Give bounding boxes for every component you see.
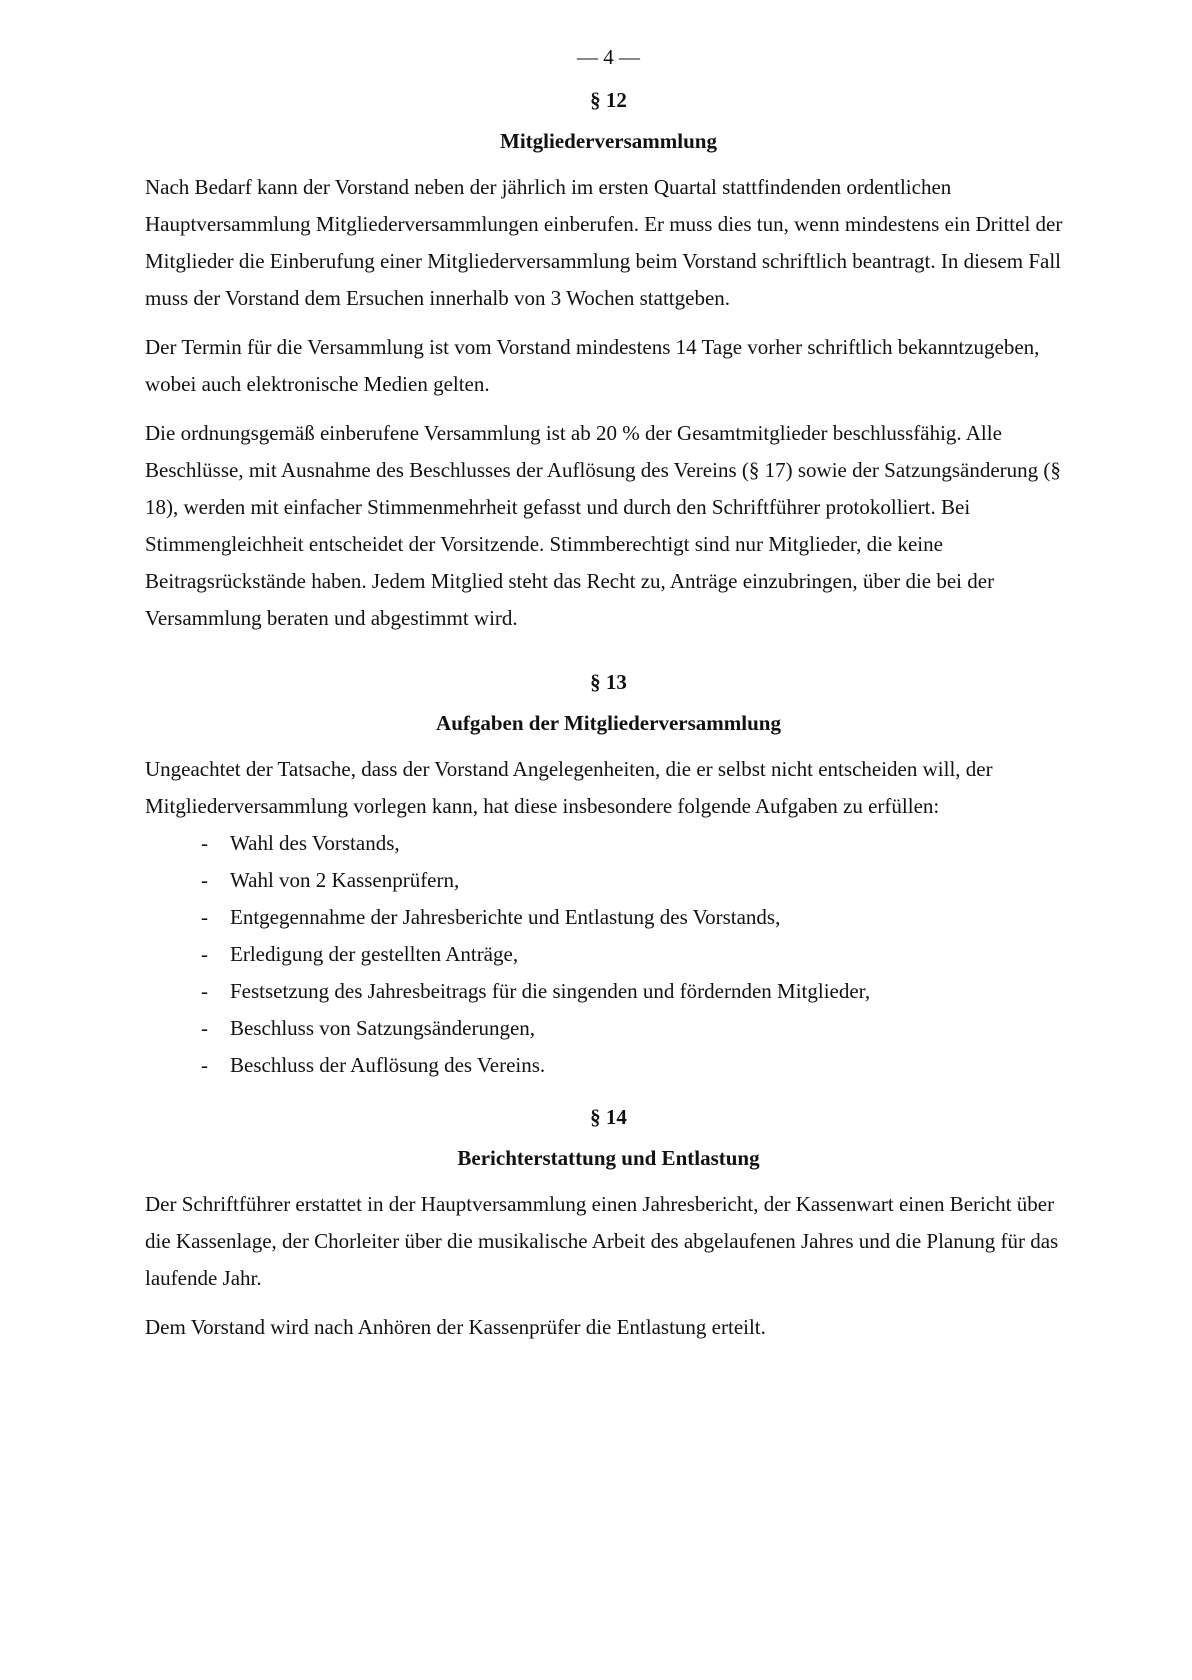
list-item-text: Beschluss von Satzungsänderungen,: [230, 1016, 536, 1040]
section-title: Aufgaben der Mitgliederversammlung: [436, 711, 781, 735]
list-dash: -: [201, 942, 208, 966]
paragraph: Nach Bedarf kann der Vorstand neben der jährlich im ersten Quartal stattfindenden ordentlichen Hauptversammlung Mitgliederversammlungen einberufen. Er muss dies tun, wenn mindestens ein Drittel der Mitglieder die Einberufung einer Mitgliederversammlung beim Vorstand schriftlich beantragt. In diesem Fall muss der Vorstand dem Ersuchen innerhalb von 3 Wochen stattgeben.: [145, 175, 1063, 310]
paragraph: Die ordnungsgemäß einberufene Versammlung ist ab 20 % der Gesamtmitglieder beschlussfähig. Alle Beschlüsse, mit Ausnahme des Beschlusses der Auflösung des Vereins (§ 17) sowie der Satzungsänderung (§ 18), werden mit einfacher Stimmenmehrheit gefasst und durch den Schriftführer protokolliert. Bei Stimmengleichheit entscheidet der Vorsitzende. Stimmberechtigt sind nur Mitglieder, die keine Beitragsrückstände haben. Jedem Mitglied steht das Recht zu, Anträge einzubringen, über die bei der Versammlung beraten und abgestimmt wird.: [145, 421, 1061, 630]
list-item: [201, 899, 1072, 936]
page-number: — 4 —: [577, 45, 640, 69]
list-item: [201, 862, 1072, 899]
list-dash: -: [201, 1016, 208, 1040]
section-13: [145, 667, 1072, 1084]
list-dash: -: [201, 831, 208, 855]
list-item: [201, 1010, 1072, 1047]
list-item: [201, 825, 1072, 862]
paragraph: Ungeachtet der Tatsache, dass der Vorstand Angelegenheiten, die er selbst nicht entscheiden will, der Mitgliederversammlung vorlegen kann, hat diese insbesondere folgende Aufgaben zu erfüllen:: [145, 757, 993, 818]
section-title: Berichterstattung und Entlastung: [457, 1146, 760, 1170]
list-item-text: Beschluss der Auflösung des Vereins.: [230, 1053, 546, 1077]
section-number: § 12: [590, 88, 627, 112]
section-title: Mitgliederversammlung: [500, 129, 717, 153]
paragraph: Der Termin für die Versammlung ist vom Vorstand mindestens 14 Tage vorher schriftlich bekanntzugeben, wobei auch elektronische Medien gelten.: [145, 335, 1040, 396]
list-item-text: Festsetzung des Jahresbeitrags für die singenden und fördernden Mitglieder,: [230, 979, 871, 1003]
list-dash: -: [201, 1053, 208, 1077]
list-item: [201, 973, 1072, 1010]
paragraph: Dem Vorstand wird nach Anhören der Kassenprüfer die Entlastung erteilt.: [145, 1315, 766, 1339]
list-dash: -: [201, 979, 208, 1003]
paragraph: Der Schriftführer erstattet in der Hauptversammlung einen Jahresbericht, der Kassenwart einen Bericht über die Kassenlage, der Chorleiter über die musikalische Arbeit des abgelaufenen Jahres und die Planung für das laufende Jahr.: [145, 1192, 1059, 1290]
list-item: [201, 1047, 1072, 1084]
list-item-text: Wahl des Vorstands,: [230, 831, 400, 855]
section-number: § 14: [590, 1105, 627, 1129]
list-dash: -: [201, 868, 208, 892]
list-item-text: Wahl von 2 Kassenprüfern,: [230, 868, 460, 892]
section-12: [145, 85, 1072, 637]
list-item-text: Entgegennahme der Jahresberichte und Entlastung des Vorstands,: [230, 905, 781, 929]
list-item: [201, 936, 1072, 973]
task-list: [145, 825, 1072, 1084]
list-item-text: Erledigung der gestellten Anträge,: [230, 942, 519, 966]
list-dash: -: [201, 905, 208, 929]
section-number: § 13: [590, 670, 627, 694]
section-14: [145, 1102, 1072, 1346]
